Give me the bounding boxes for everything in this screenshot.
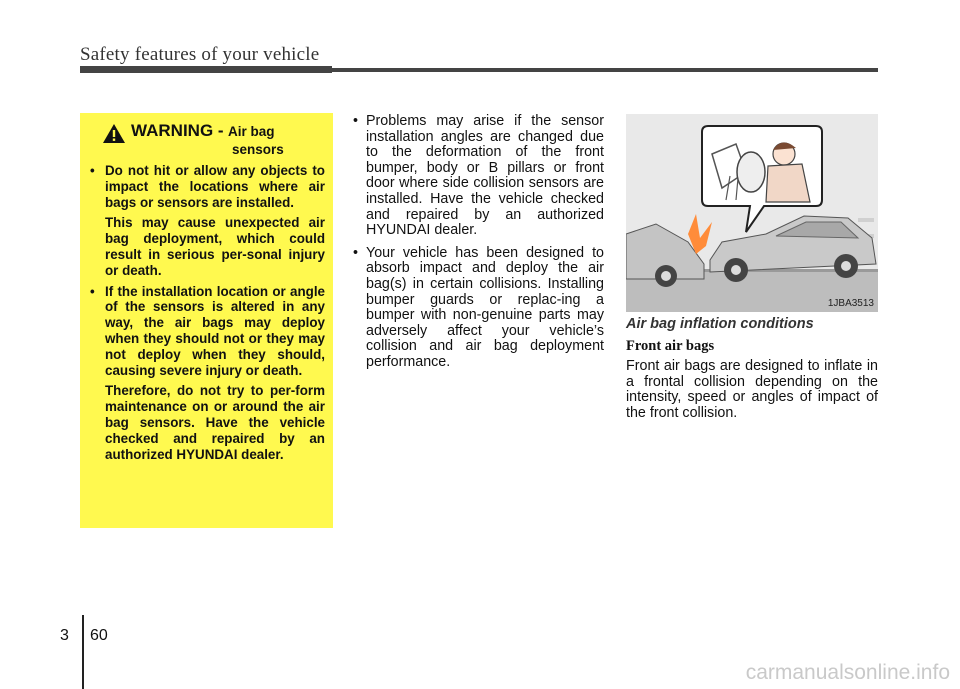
warning-subject-line2: sensors xyxy=(232,142,284,157)
middle-column xyxy=(352,114,604,378)
subheading: Front air bags xyxy=(626,338,715,354)
warning-paragraph: Therefore, do not try to per-form maintenance on or around the air bag sensors. Have the vehicle checked and repaired by an authorized HYUNDAI dealer. xyxy=(105,383,325,462)
warning-triangle-icon xyxy=(102,123,126,144)
warning-item xyxy=(88,284,325,463)
warning-subject: Air bag xyxy=(228,124,275,139)
warning-item xyxy=(88,163,325,279)
page-section-number: 3 xyxy=(60,627,69,644)
warning-list xyxy=(88,163,325,462)
page-number: 60 xyxy=(90,627,108,644)
warning-heading xyxy=(102,121,325,144)
bullet-item: • Your vehicle has been designed to absorb impact and deploy the air bag(s) in certain collisions. Installing bumper guards or replac-ing a bumper with non-genuine parts may adversely affect your vehicle’s collision and air bag deployment performance. xyxy=(352,246,604,371)
header-rule-accent xyxy=(80,66,332,73)
section-title: Air bag inflation conditions xyxy=(626,316,814,332)
collision-illustration xyxy=(626,114,878,312)
header-title: Safety features of your vehicle xyxy=(80,44,320,65)
figure-code: 1JBA3513 xyxy=(827,298,874,309)
collision-illustration-image xyxy=(626,114,878,312)
warning-label: WARNING - xyxy=(131,121,224,140)
warning-box xyxy=(80,113,333,528)
warning-paragraph: • Do not hit or allow any objects to impact the locations where air bags or sensors are installed. xyxy=(105,163,325,210)
warning-paragraph: • If the installation location or angle of the sensors is altered in any way, the air bags may deploy when they should not or they may not deploy when they should, causing severe injury or death. xyxy=(105,283,325,378)
right-column xyxy=(626,316,878,421)
body-text: Front air bags are designed to inflate in a frontal collision depending on the intensity, speed or angles of impact of the front collision. xyxy=(626,358,878,421)
bullet-item: • Problems may arise if the sensor installation angles are changed due to the deformation of the front bumper, body or B pillars or front door where side collision sensors are installed. Have the vehicle checked and repaired by an authorized HYUNDAI dealer. xyxy=(352,114,604,239)
footer-rule xyxy=(82,615,84,689)
watermark: carmanualsonline.info xyxy=(745,661,950,684)
warning-paragraph: This may cause unexpected air bag deployment, which could result in serious per-sonal injury or death. xyxy=(105,215,325,278)
